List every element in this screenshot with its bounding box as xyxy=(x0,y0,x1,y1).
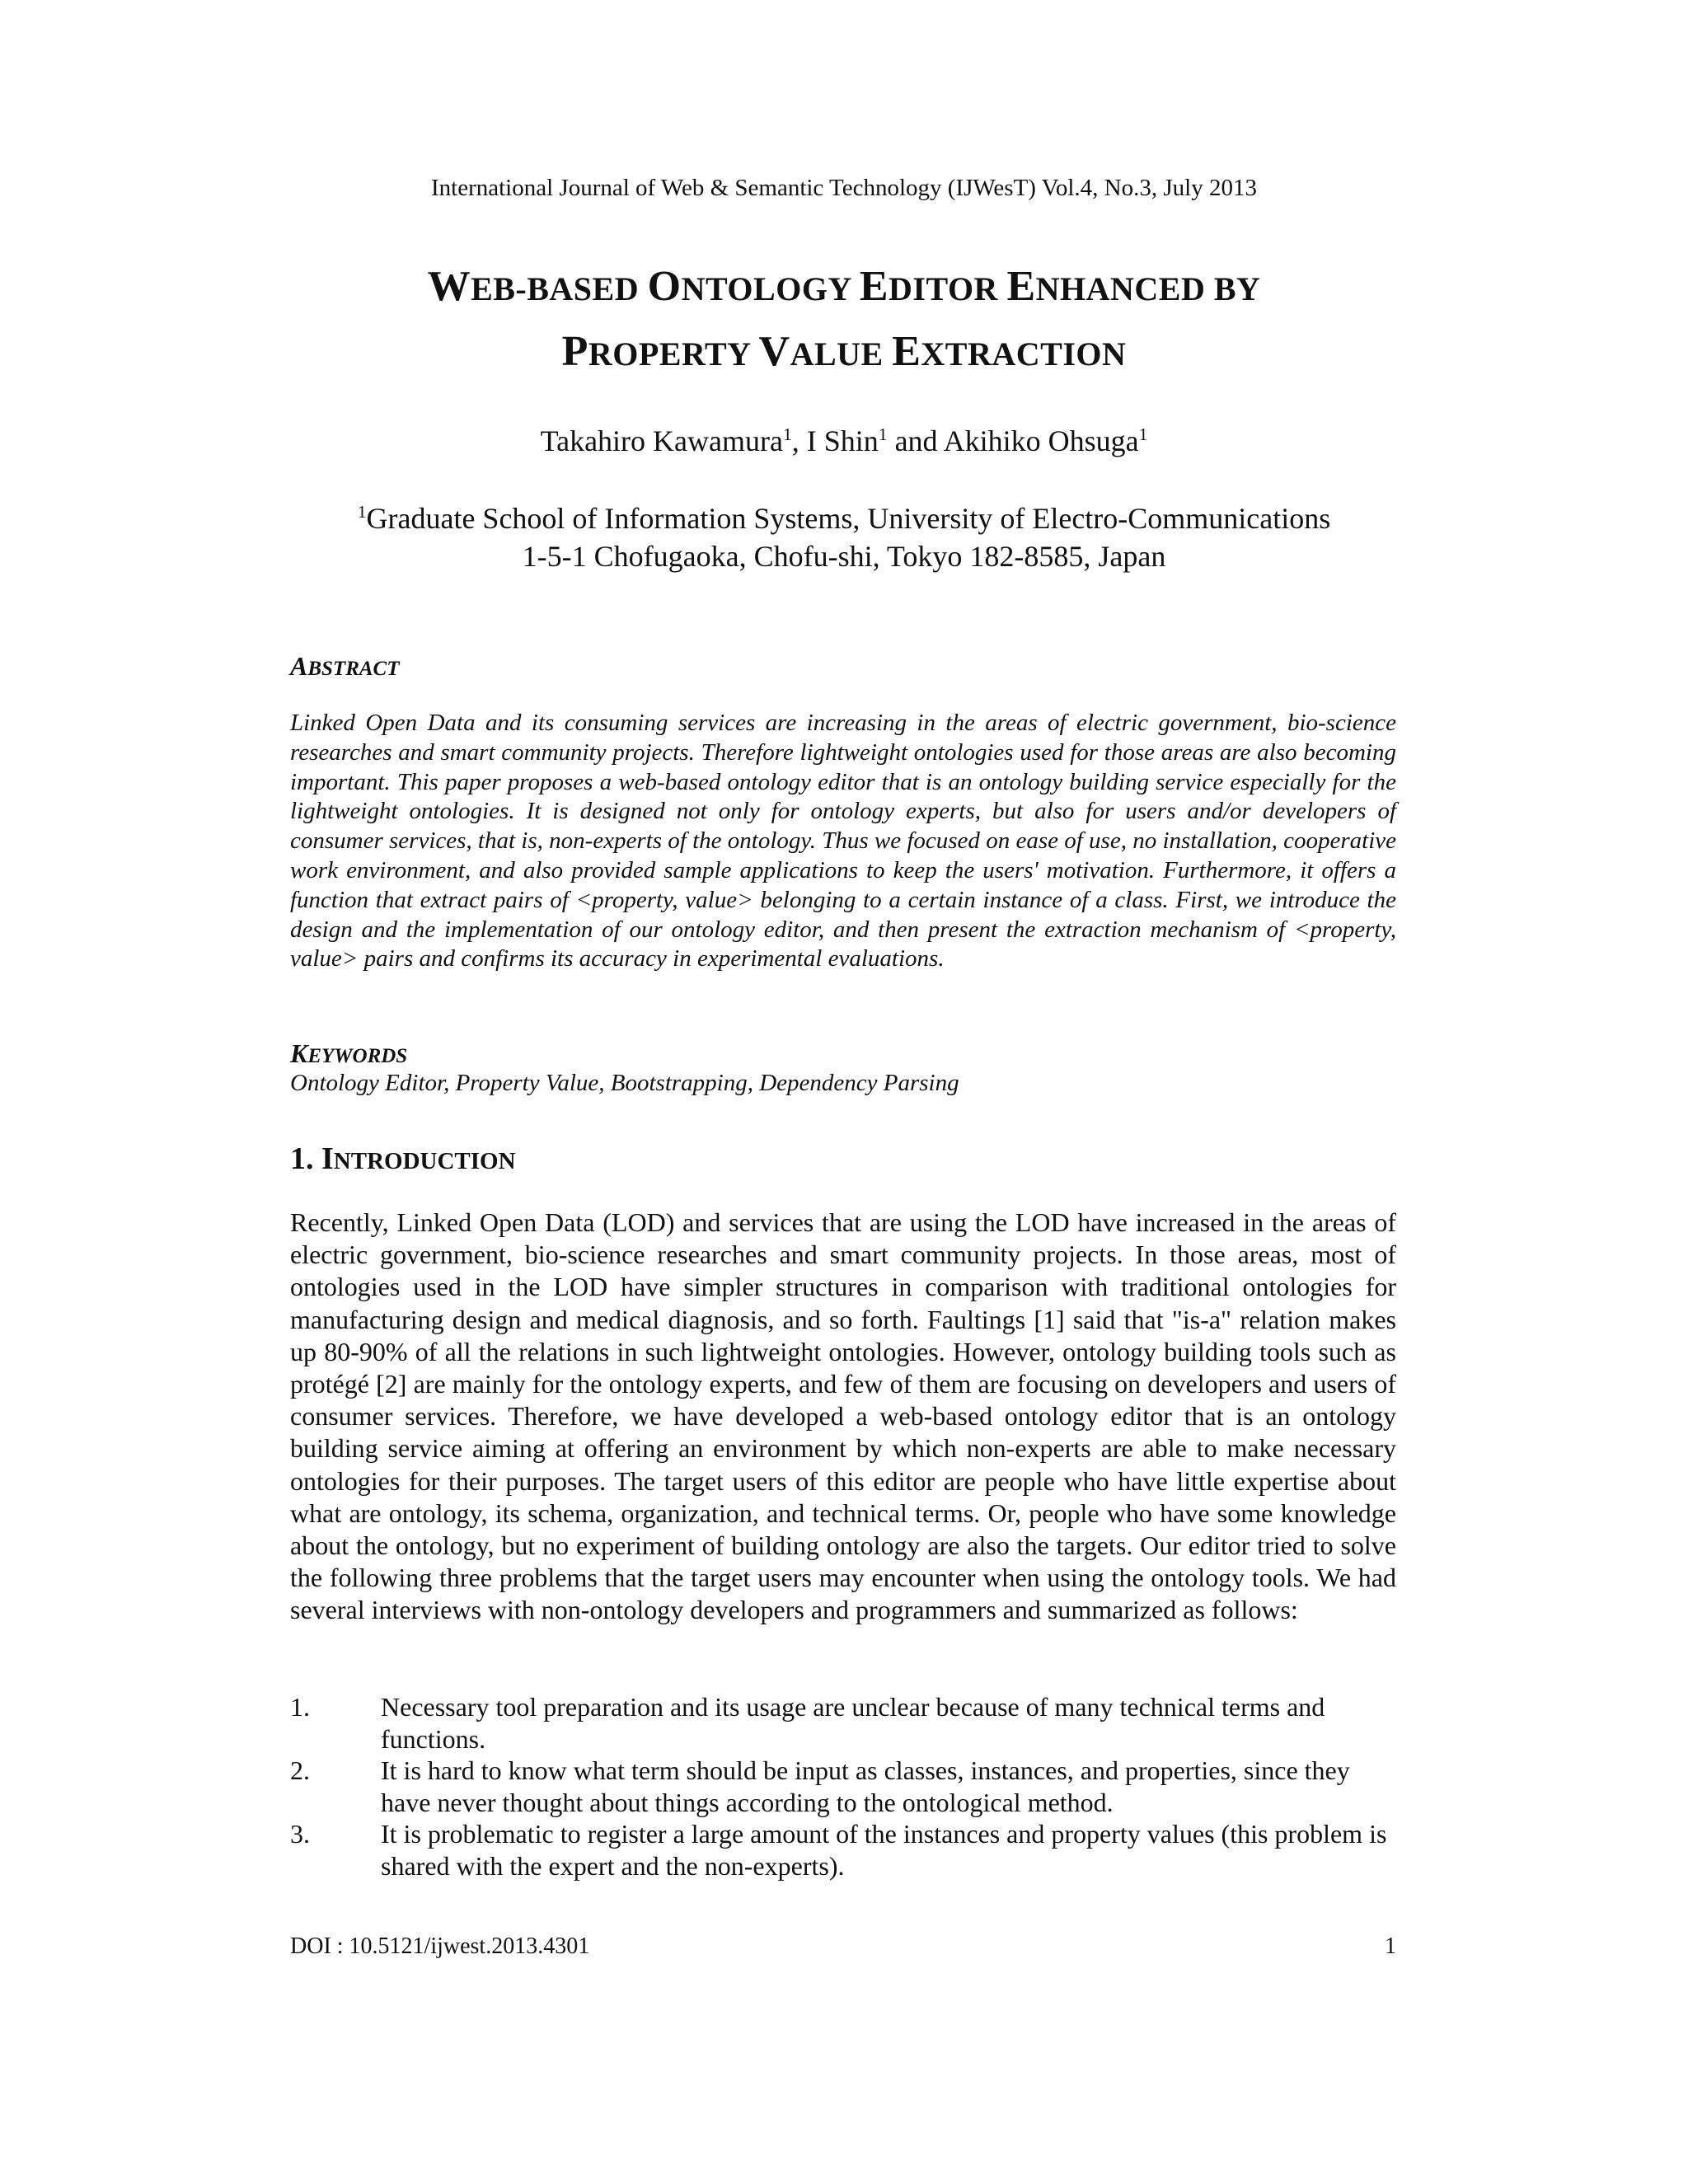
title-word: ENHANCED BY xyxy=(1006,263,1261,310)
affiliation xyxy=(0,499,1688,575)
author: Takahiro Kawamura$^1$, xyxy=(540,424,807,457)
abstract-text: Linked Open Data and its consuming services are increasing in the areas of electric government, bio-science researches and smart community projects. Therefore lightweight ontologies used for those areas are also becoming important. This paper proposes a web-based ontology editor that is an ontology building service especially for the lightweight ontologies. It is designed not only for ontology experts, but also for users and/or developers of consumer services, that is, non-experts of the ontology. Thus we focused on ease of use, no installation, cooperative work environment, and also provided sample applications to keep the users' motivation. Furthermore, it offers a function that extract pairs of <property, value> belonging to a certain instance of a class. First, we introduce the design and the implementation of our ontology editor, and then present the extraction mechanism of <property, value> pairs and confirms its accuracy in experimental evaluations. xyxy=(290,710,1396,972)
list-text: It is problematic to register a large amount of the instances and property values (this problem is shared with the expert and the non-experts). xyxy=(381,1819,1387,1881)
list-number: 2. xyxy=(290,1755,310,1785)
title-word: WEB-BASED xyxy=(427,263,648,310)
title-word: VALUE xyxy=(758,328,893,375)
title-word: EDITOR xyxy=(859,263,1007,310)
keywords-heading: KEYWORDS xyxy=(290,1038,408,1068)
affiliation-line-2: 1-5-1 Chofugaoka, Chofu-shi, Tokyo 182-8585, Japan xyxy=(522,540,1166,573)
abstract-heading: ABSTRACT xyxy=(290,651,400,681)
list-item xyxy=(290,1691,1396,1755)
title-word: EXTRACTION xyxy=(892,328,1127,375)
section-heading-introduction: 1. INTRODUCTION xyxy=(290,1141,516,1176)
keywords-text: Ontology Editor, Property Value, Bootstrapping, Dependency Parsing xyxy=(290,1070,959,1096)
title-word: ONTOLOGY xyxy=(647,263,860,310)
title-word: PROPERTY xyxy=(561,328,759,375)
list-text: It is hard to know what term should be input as classes, instances, and properties, since they have never thought about things according to the ontological method. xyxy=(381,1755,1350,1817)
running-head: International Journal of Web & Semantic Technology (IJWesT) Vol.4, No.3, July 2013 xyxy=(431,175,1257,201)
author-list xyxy=(0,424,1688,458)
author: Akihiko Ohsuga$^1$ xyxy=(943,424,1148,457)
title-line-1 xyxy=(247,255,1441,321)
page-number: 1 xyxy=(1385,1933,1396,1959)
list-number: 1. xyxy=(290,1692,310,1722)
doi-footer: DOI : 10.5121/ijwest.2013.4301 xyxy=(290,1933,590,1959)
list-text: Necessary tool preparation and its usage are unclear because of many technical terms and functions. xyxy=(381,1692,1325,1754)
author: I Shin$^1$ and xyxy=(806,424,944,457)
list-item xyxy=(290,1755,1396,1818)
problem-list xyxy=(290,1691,1396,1882)
paper-title xyxy=(247,255,1441,386)
affiliation-line-1: $^1$Graduate School of Information Systems, University of Electro-Communications xyxy=(357,502,1331,535)
list-item xyxy=(290,1818,1396,1882)
introduction-paragraph: Recently, Linked Open Data (LOD) and services that are using the LOD have increased in the areas of electric government, bio-science researches and smart community projects. In those areas, most of ontologies used in the LOD have simpler structures in comparison with traditional ontologies for manufacturing design and medical diagnosis, and so forth. Faultings [1] said that "is-a" relation makes up 80-90% of all the relations in such lightweight ontologies. However, ontology building tools such as protégé [2] are mainly for the ontology experts, and few of them are focusing on developers and users of consumer services. Therefore, we have developed a web-based ontology editor that is an ontology building service aiming at offering an environment by which non-experts are able to make necessary ontologies for their purposes. The target users of this editor are people who have little expertise about what are ontology, its schema, organization, and technical terms. Or, people who have some knowledge about the ontology, but no experiment of building ontology are also the targets. Our editor tried to solve the following three problems that the target users may encounter when using the ontology tools. We had several interviews with non-ontology developers and programmers and summarized as follows: xyxy=(290,1207,1396,1625)
title-line-2 xyxy=(247,321,1441,386)
list-number: 3. xyxy=(290,1819,310,1849)
